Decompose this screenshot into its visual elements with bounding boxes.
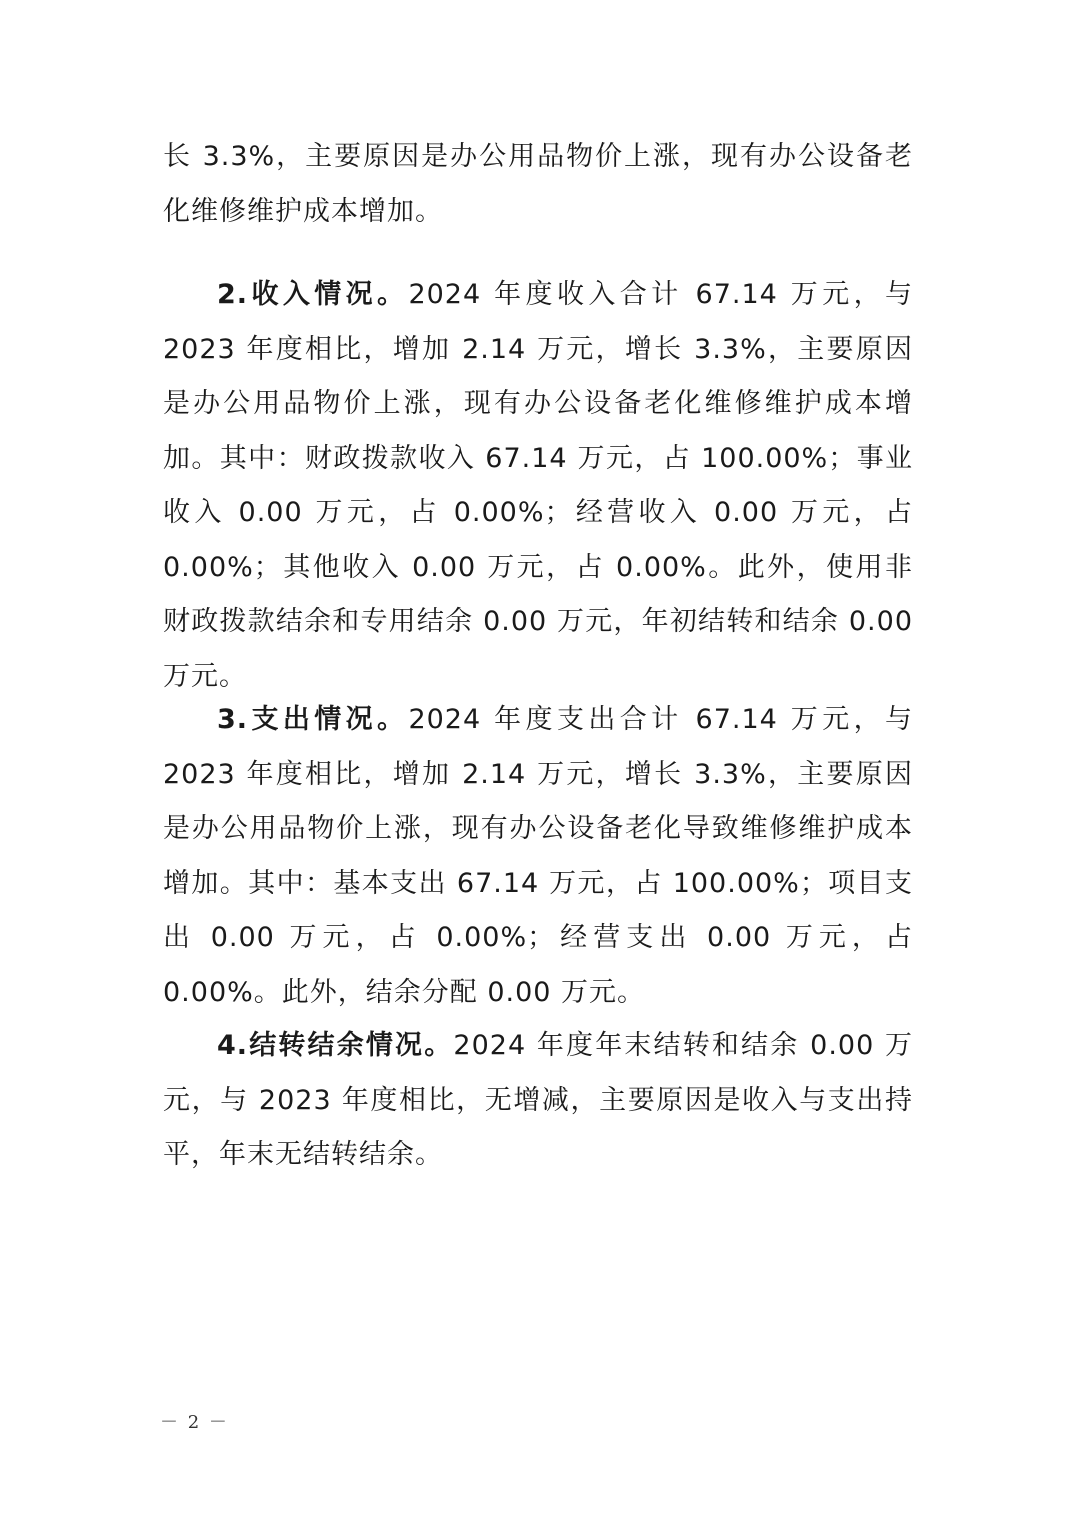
section-carryover-body: 2024 年度年末结转和结余 0.00 万元，与 2023 年度相比，无增减，主要原因是收入与支出持平，年末无结转结余。 <box>163 1030 914 1170</box>
section-carryover <box>163 1019 913 1183</box>
continued-paragraph-text: 长 3.3%，主要原因是办公用品物价上涨，现有办公设备老化维修维护成本增加。 <box>163 141 913 227</box>
section-expenditure <box>163 693 913 1020</box>
section-expenditure-heading: 3.支出情况。 <box>217 704 409 735</box>
section-income <box>163 268 913 704</box>
section-carryover-heading: 4.结转结余情况。 <box>217 1030 454 1061</box>
page-number: － 2 － <box>160 1412 229 1433</box>
section-expenditure-paragraph <box>163 693 913 1020</box>
section-carryover-paragraph <box>163 1019 913 1183</box>
section-income-body: 2024 年度收入合计 67.14 万元，与 2023 年度相比，增加 2.14 万元，增长 3.3%，主要原因是办公用品物价上涨，现有办公设备老化维修维护成本增加。其中：财政拨款收入 67.14 万元，占 100.00%；事业收入 0.00 万元，占 0.00%；经营收入 0.00 万元，占 0.00%；其他收入 0.00 万元，占 0.00%。此外，使用非财政拨款结余和专用结余 0.00 万元，年初结转和结余 0.00 万元。 <box>163 279 914 692</box>
continued-paragraph <box>163 130 913 239</box>
section-expenditure-body: 2024 年度支出合计 67.14 万元，与 2023 年度相比，增加 2.14 万元，增长 3.3%，主要原因是办公用品物价上涨，现有办公设备老化导致维修维护成本增加。其中：基本支出 67.14 万元，占 100.00%；项目支出 0.00 万元，占 0.00%；经营支出 0.00 万元，占 0.00%。此外，结余分配 0.00 万元。 <box>163 704 914 1008</box>
section-income-paragraph <box>163 268 913 704</box>
section-income-heading: 2.收入情况。 <box>217 279 409 310</box>
